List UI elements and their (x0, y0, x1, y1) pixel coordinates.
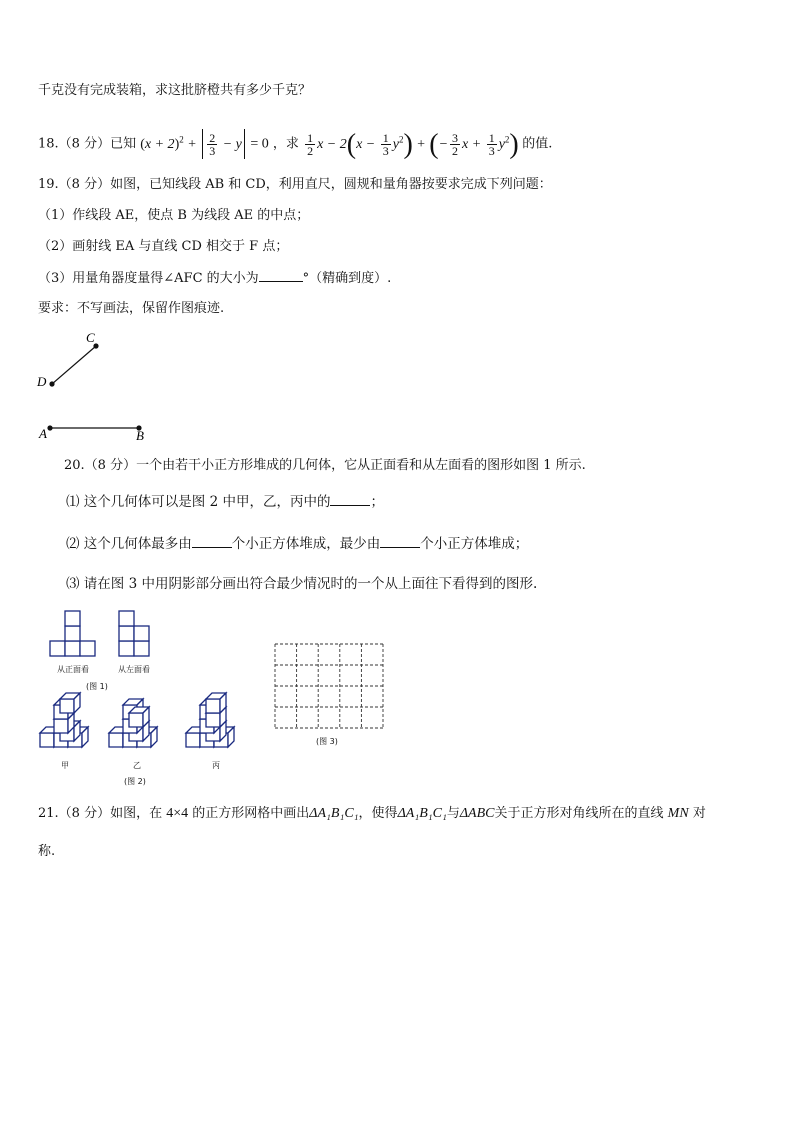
front-view-caption: 从正面看 (57, 665, 89, 674)
q20-head: 20.（8 分）一个由若干小正方形堆成的几何体，它从正面看和从左面看的图形如图 1 所示. (64, 458, 586, 473)
q18-tail: 的值. (522, 136, 553, 152)
figure-1-caption: (图 1) (86, 682, 108, 691)
q21-line-mn: MN (667, 806, 689, 821)
q21-grid-size: 4×4 (166, 806, 189, 821)
q18-cond-eq: = 0 (250, 136, 269, 152)
point-d-label: D (37, 374, 47, 389)
q19-head: 19.（8 分）如图，已知线段 AB 和 CD，利用直尺，圆规和量角器按要求完成下列问题： (38, 177, 552, 192)
q20-part-2-text-b: 个小正方体堆成，最少由 (231, 536, 381, 552)
question-21 (38, 805, 706, 823)
question-17-tail: 千克没有完成装箱，求这批脐橙共有多少千克？ (38, 83, 312, 98)
q21-head: 21.（8 分）如图，在 (38, 806, 163, 821)
figure-3-caption: (图 3) (316, 737, 338, 746)
q21-text-2: ，使得 (358, 806, 398, 821)
q21-triangle-a1b1c1: ΔA₁B₁C₁ (309, 806, 359, 821)
q21-tail: 称. (38, 844, 56, 859)
q18-ask: ，求 (272, 136, 299, 152)
q20-part-1-end: ； (370, 494, 384, 510)
q19-part-3-unit: °（精确到度）. (302, 271, 392, 286)
q21-text-5: 对 (692, 806, 706, 821)
q18-head: 18.（8 分）已知 (38, 136, 137, 152)
q19-part-2: （2）画射线 EA 与直线 CD 相交于 F 点； (38, 239, 289, 254)
q21-text-4: 关于正方形对角线所在的直线 (494, 806, 664, 821)
q19-part-3-text: （3）用量角器度量得∠AFC 的大小为 (38, 271, 259, 286)
left-view-caption: 从左面看 (118, 665, 150, 674)
point-c-label: C (86, 330, 95, 345)
q18-condition-formula: $(x + 2)^2$ + $\frac{2}{3}$ − y (140, 137, 250, 152)
point-b-label: B (136, 428, 144, 443)
solid-yi-caption: 乙 (133, 761, 141, 770)
q19-part-1: （1）作线段 AE，使点 B 为线段 AE 的中点； (38, 208, 310, 223)
q20-part-1-text: ⑴ 这个几何体可以是图 2 中甲，乙，丙中的 (66, 494, 331, 510)
q20-part-2-text-c: 个小正方体堆成； (420, 536, 529, 552)
solid-bing-caption: 丙 (212, 761, 220, 770)
figure-2-caption: (图 2) (124, 777, 146, 786)
point-a-label: A (39, 426, 47, 441)
solid-jia-caption: 甲 (61, 761, 69, 770)
q20-part-3: ⑶ 请在图 3 中用阴影部分画出符合最少情况时的一个从上面往下看得到的图形. (66, 576, 538, 592)
q18-expression-formula: $\frac{1}{2}$ x − 2(x − $\frac{1}{3}$ $y^2$) + (− $\frac{3}{2}$ x + $\frac{1}{3}$ $y^2$) (307, 128, 519, 160)
q21-triangle-a1b1c1-again: ΔA₁B₁C₁ (397, 806, 447, 821)
q21-text-3: 与 (446, 806, 460, 821)
q20-part-2-text-a: ⑵ 这个几何体最多由 (66, 536, 192, 552)
q21-triangle-abc: ΔABC (459, 806, 495, 821)
q19-requirement: 要求：不写画法，保留作图痕迹. (38, 301, 225, 316)
q21-text-1: 的正方形网格中画出 (192, 806, 310, 821)
